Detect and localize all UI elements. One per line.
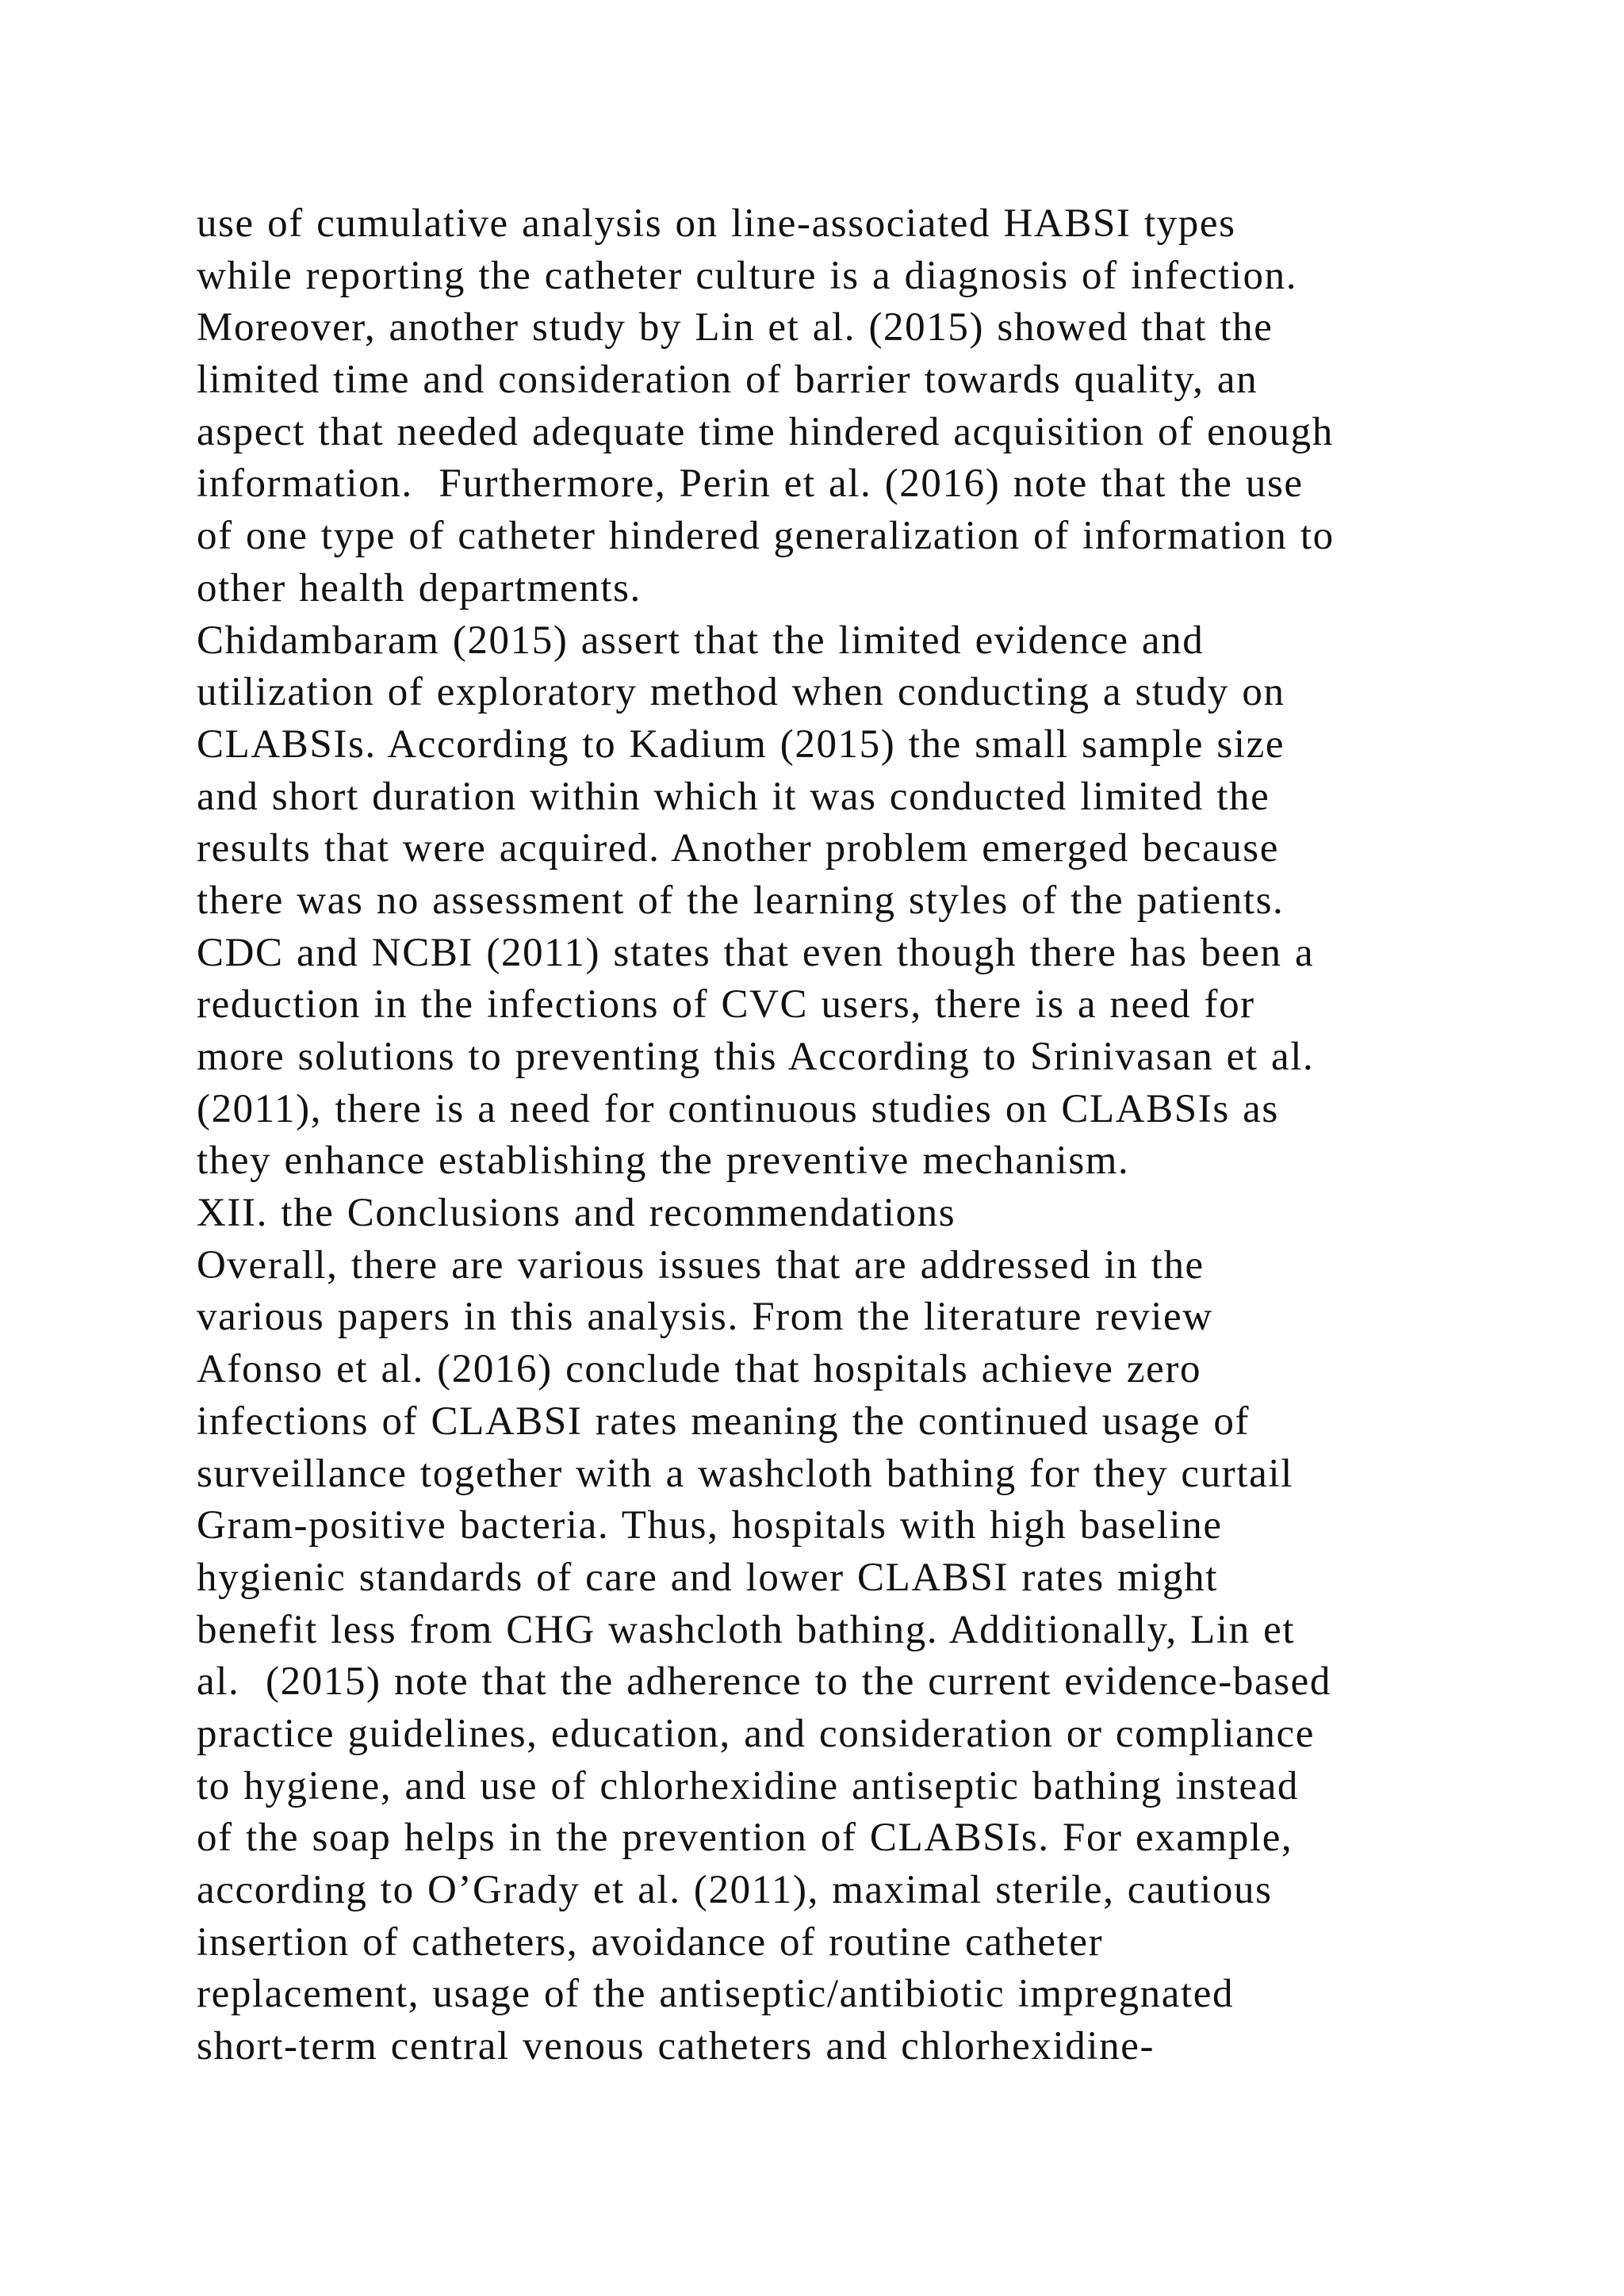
- text-line: there was no assessment of the learning styles of the patients.: [197, 878, 1285, 923]
- text-line: various papers in this analysis. From the literature review: [197, 1295, 1213, 1340]
- text-line: Chidambaram (2015) assert that the limited evidence and: [197, 618, 1205, 663]
- text-line: they enhance establishing the preventive mechanism.: [197, 1138, 1130, 1184]
- text-line: replacement, usage of the antiseptic/antibiotic impregnated: [197, 1972, 1235, 2017]
- text-line: practice guidelines, education, and consideration or compliance: [197, 1711, 1315, 1756]
- text-line: surveillance together with a washcloth bathing for they curtail: [197, 1451, 1293, 1496]
- text-line: results that were acquired. Another problem emerged because: [197, 826, 1279, 871]
- text-line: information. Furthermore, Perin et al. (2016) note that the use: [197, 461, 1304, 507]
- text-line: insertion of catheters, avoidance of routine catheter: [197, 1919, 1104, 1965]
- text-line: other health departments.: [197, 565, 642, 610]
- text-line: according to O’Grady et al. (2011), maximal sterile, cautious: [197, 1868, 1273, 1912]
- text-line: while reporting the catheter culture is a diagnosis of infection.: [197, 253, 1298, 298]
- text-line: Moreover, another study by Lin et al. (2015) showed that the: [197, 305, 1274, 350]
- text-line: utilization of exploratory method when conducting a study on: [197, 670, 1285, 715]
- text-line: benefit less from CHG washcloth bathing. Additionally, Lin et: [197, 1607, 1296, 1652]
- text-line: to hygiene, and use of chlorhexidine antiseptic bathing instead: [197, 1763, 1300, 1808]
- body-text: [197, 198, 1529, 2073]
- text-line: short-term central venous catheters and chlorhexidine-: [197, 2024, 1155, 2069]
- text-line: reduction in the infections of CVC users, there is a need for: [197, 982, 1255, 1027]
- text-line: aspect that needed adequate time hindered acquisition of enough: [197, 409, 1334, 454]
- text-line: of the soap helps in the prevention of CLABSIs. For example,: [197, 1816, 1293, 1861]
- text-line: CLABSIs. According to Kadium (2015) the small sample size: [197, 721, 1285, 767]
- text-line: XII. the Conclusions and recommendations: [197, 1191, 956, 1236]
- text-line: of one type of catheter hindered generalization of information to: [197, 514, 1335, 559]
- text-line: more solutions to preventing this According to Srinivasan et al.: [197, 1035, 1315, 1079]
- text-line: limited time and consideration of barrier towards quality, an: [197, 358, 1258, 403]
- text-line: use of cumulative analysis on line-associated HABSI types: [197, 201, 1236, 246]
- text-line: and short duration within which it was conducted limited the: [197, 774, 1270, 819]
- text-line: (2011), there is a need for continuous studies on CLABSIs as: [197, 1086, 1279, 1131]
- text-line: al. (2015) note that the adherence to the current evidence-based: [197, 1659, 1331, 1705]
- text-line: Overall, there are various issues that are addressed in the: [197, 1242, 1205, 1288]
- text-line: hygienic standards of care and lower CLABSI rates might: [197, 1555, 1219, 1600]
- text-line: Gram-positive bacteria. Thus, hospitals with high baseline: [197, 1503, 1223, 1548]
- text-line: Afonso et al. (2016) conclude that hospitals achieve zero: [197, 1347, 1202, 1392]
- text-line: infections of CLABSI rates meaning the continued usage of: [197, 1399, 1251, 1444]
- text-line: CDC and NCBI (2011) states that even though there has been a: [197, 930, 1315, 975]
